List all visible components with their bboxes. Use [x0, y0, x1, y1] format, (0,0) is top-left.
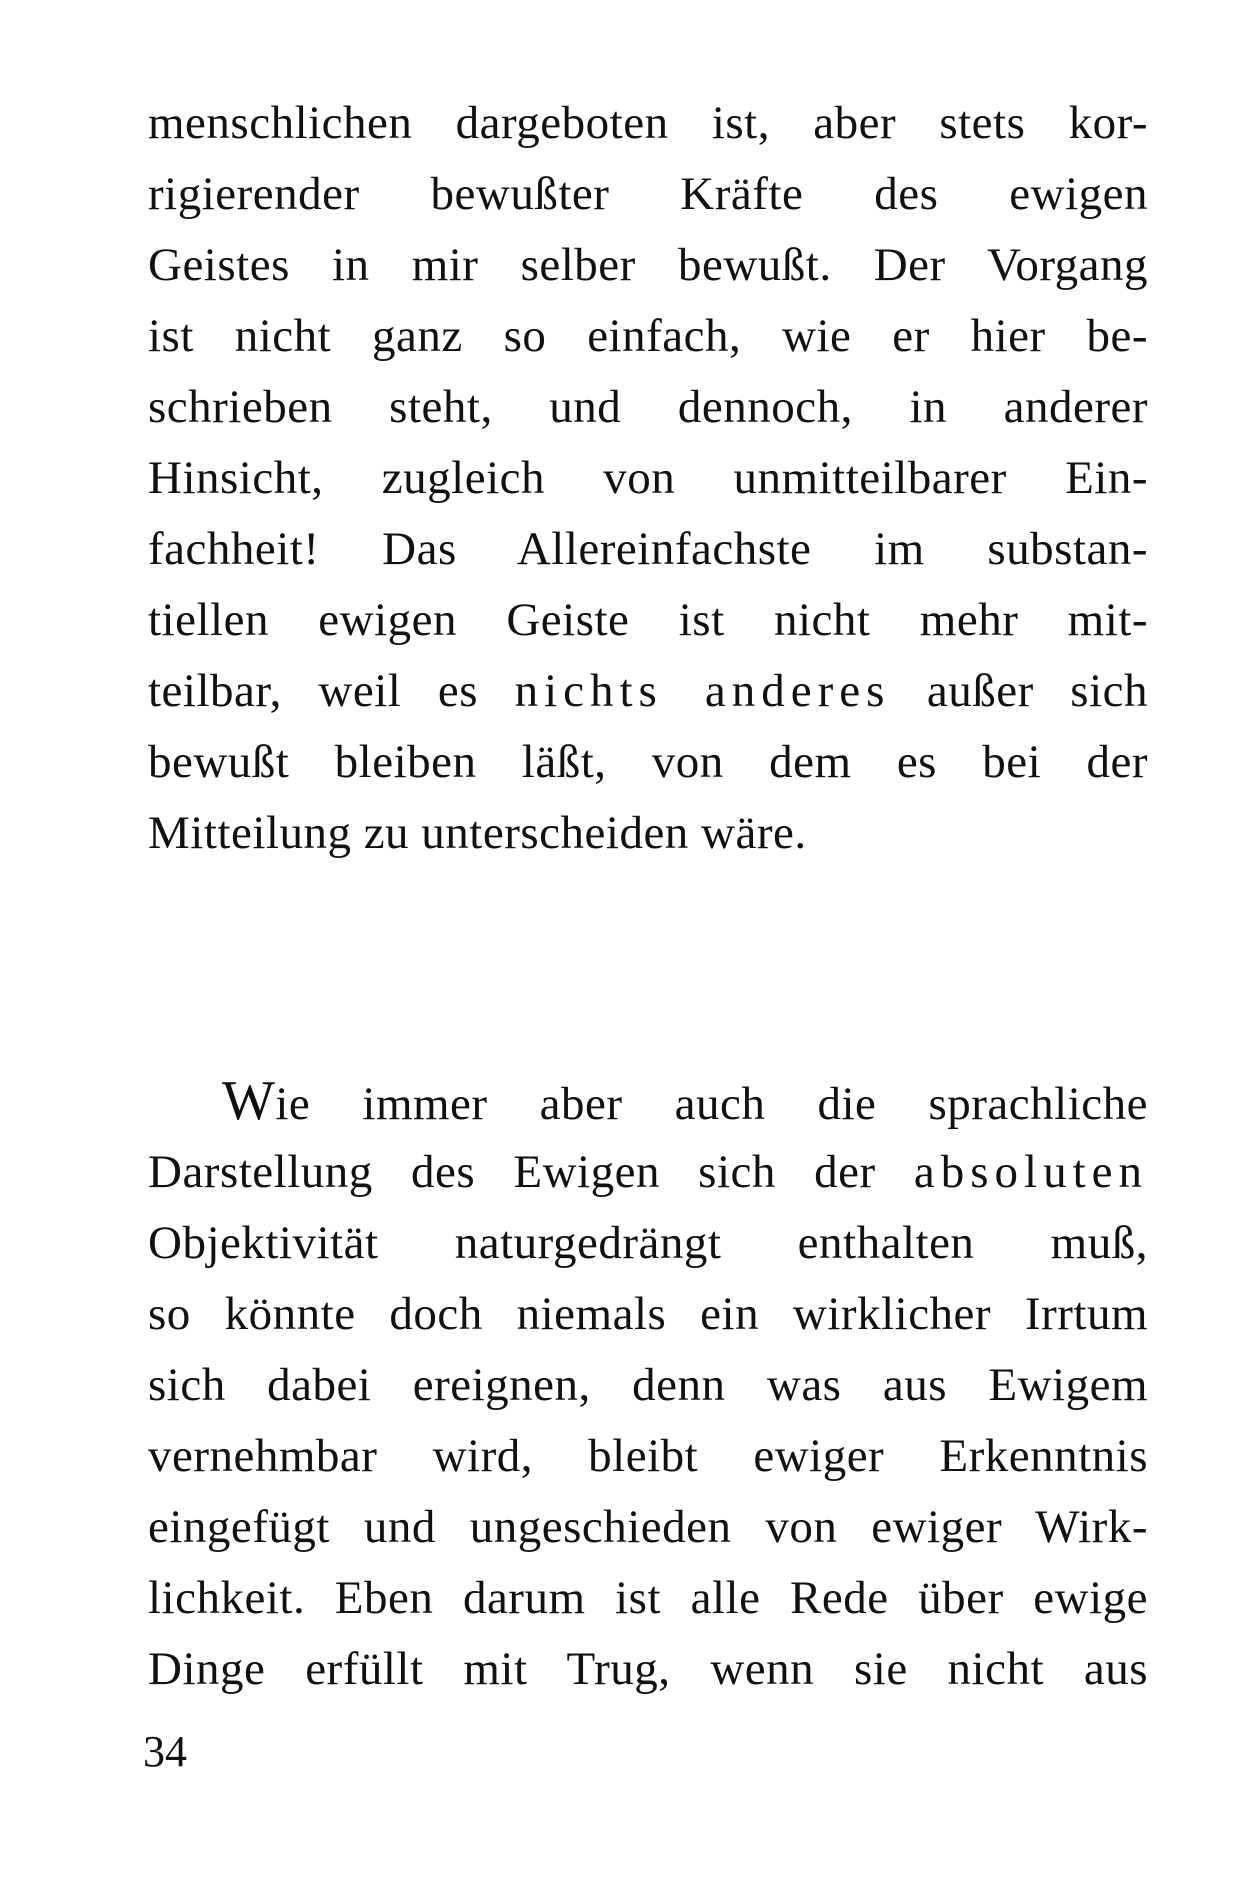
text-line: Dinge erfüllt mit Trug, wenn sie nicht aus	[148, 1643, 1148, 1695]
text-segment: teilbar, weil es	[148, 665, 479, 717]
text-line: Geistes in mir selber bewußt. Der Vorgang	[148, 239, 1148, 291]
page-number: 34	[143, 1727, 187, 1776]
text-line	[148, 1137, 1148, 1208]
text-line: lichkeit. Eben darum ist alle Rede über ewige	[148, 1572, 1148, 1624]
text-line: vernehmbar wird, bleibt ewiger Erkenntnis	[148, 1430, 1148, 1482]
text-line: sich dabei ereignen, denn was aus Ewigem	[148, 1359, 1148, 1411]
text-segment: außer sich	[926, 665, 1149, 717]
text-line: fachheit! Das Allereinfachste im substan-	[148, 523, 1148, 575]
text-line: Hinsicht, zugleich von unmitteilbarer Ein-	[148, 452, 1148, 504]
emphasized-text: nichts anderes	[514, 665, 891, 717]
paragraph-1	[148, 88, 1148, 869]
text-line: rigierender bewußter Kräfte des ewigen	[148, 168, 1148, 220]
text-line: so könnte doch niemals ein wirklicher Irrtum	[148, 1288, 1148, 1340]
text-segment: ie immer aber auch die sprachliche	[275, 1078, 1148, 1130]
text-line: bewußt bleiben läßt, von dem es bei der	[148, 736, 1148, 788]
initial-letter: W	[222, 1070, 276, 1132]
paragraph-2	[148, 1066, 1148, 1705]
text-line: schrieben steht, und dennoch, in anderer	[148, 381, 1148, 433]
text-line: eingefügt und ungeschieden von ewiger Wirk-	[148, 1501, 1148, 1553]
emphasized-text: absoluten	[913, 1146, 1148, 1198]
text-line: Objektivität naturgedrängt enthalten muß,	[148, 1217, 1148, 1269]
text-segment: Darstellung des Ewigen sich der	[148, 1146, 876, 1198]
text-line: Mitteilung zu unterscheiden wäre.	[148, 807, 807, 859]
text-line	[148, 656, 1148, 727]
text-line	[148, 1066, 1148, 1137]
text-line: menschlichen dargeboten ist, aber stets kor-	[148, 97, 1148, 149]
text-line: ist nicht ganz so einfach, wie er hier be-	[148, 310, 1148, 362]
text-line: tiellen ewigen Geiste ist nicht mehr mit-	[148, 594, 1148, 646]
